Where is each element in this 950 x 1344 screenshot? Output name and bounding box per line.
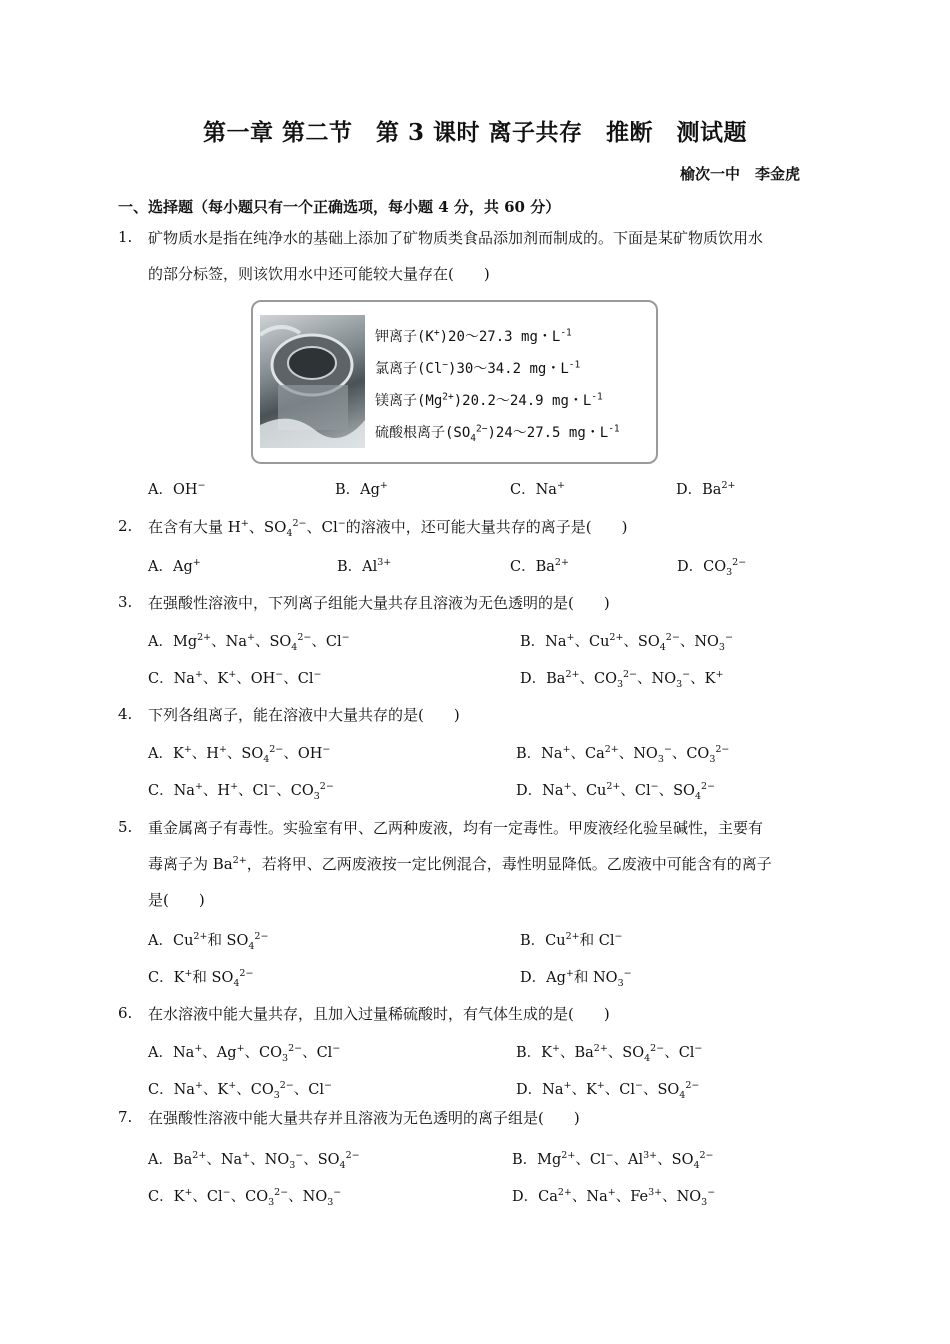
- q7-option-b: B．$Mg^{2+}$、Cl−、$Al^{3+}$、$SO_4^{2-}$: [512, 1150, 714, 1171]
- question-2-number: 2.: [118, 517, 133, 535]
- q7-option-d: D．$Ca^{2+}$、Na+、$Fe^{3+}$、$NO_3^-$: [512, 1187, 716, 1208]
- q4-option-a: A．K+、H+、$SO_4^{2-}$、OH−: [148, 744, 331, 765]
- q3-option-d: D．$Ba^{2+}$、$CO_3^{2-}$、$NO_3^-$、K+: [520, 669, 724, 690]
- q3-option-b: B．Na+、$Cu^{2+}$、$SO_4^{2-}$、$NO_3^-$: [520, 632, 733, 653]
- question-4-text: 下列各组离子，能在溶液中大量共存的是( ): [148, 706, 460, 724]
- q7-option-c: C．K+、Cl−、$CO_3^{2-}$、$NO_3^-$: [148, 1187, 342, 1208]
- q3-option-a: A．$Mg^{2+}$、Na+、$SO_4^{2-}$、Cl−: [148, 632, 350, 653]
- q2-option-a: A．Ag+: [148, 557, 201, 575]
- q6-option-a: A．Na+、Ag+、$CO_3^{2-}$、Cl−: [148, 1043, 341, 1064]
- label-potassium: 钾离子(K+)20～27.3 mg・$L^{-1}$: [375, 327, 572, 345]
- question-3-number: 3.: [118, 593, 133, 611]
- q4-option-c: C．Na+、H+、Cl−、$CO_3^{2-}$: [148, 781, 334, 802]
- question-1-line-2: 的部分标签，则该饮用水中还可能较大量存在( ): [148, 265, 490, 283]
- q5-option-b: B．$Cu^{2+}$和 Cl−: [520, 931, 623, 949]
- q3-option-c: C．Na+、K+、OH−、Cl−: [148, 669, 322, 687]
- question-3-text: 在强酸性溶液中，下列离子组能大量共存且溶液为无色透明的是( ): [148, 594, 610, 612]
- q2-option-c: C．$Ba^{2+}$: [510, 557, 569, 575]
- question-1-line-1: 矿物质水是指在纯净水的基础上添加了矿物质类食品添加剂而制成的。下面是某矿物质饮用水: [148, 229, 764, 247]
- question-6-number: 6.: [118, 1004, 133, 1022]
- page-title: 第一章 第二节 第 3 课时 离子共存 推断 测试题: [202, 119, 748, 146]
- label-sulfate: 硫酸根离子$(SO_4^{2-})24\sim 27.5$ mg・$L^{-1}$: [375, 423, 620, 444]
- author: 榆次一中 李金虎: [679, 165, 800, 183]
- question-1-number: 1.: [118, 228, 133, 246]
- q6-option-c: C．Na+、K+、$CO_3^{2-}$、Cl−: [148, 1080, 332, 1101]
- question-2-text: 在含有大量 H+、$SO_4^{2-}$、Cl−的溶液中，还可能大量共存的离子是( ): [148, 518, 628, 539]
- mineral-water-label: [251, 300, 658, 464]
- q1-option-a: A．OH−: [148, 480, 206, 498]
- q2-option-b: B．$Al^{3+}$: [337, 557, 392, 575]
- label-chloride: 氯离子(Cl−)30～34.2 mg・$L^{-1}$: [375, 359, 581, 377]
- q7-option-a: A．$Ba^{2+}$、Na+、$NO_3^-$、$SO_4^{2-}$: [148, 1150, 360, 1171]
- question-5-line-3: 是( ): [148, 891, 205, 909]
- question-5-text: [148, 810, 840, 918]
- water-bottle-image: [260, 315, 365, 448]
- question-7-number: 7.: [118, 1108, 133, 1126]
- q5-option-c: C．K+和 $SO_4^{2-}$: [148, 968, 254, 989]
- question-1-text: [148, 220, 840, 292]
- q6-option-b: B．K+、$Ba^{2+}$、$SO_4^{2-}$、Cl−: [516, 1043, 703, 1064]
- label-magnesium: 镁离子$(Mg^{2+})20.2\sim 24.9$ mg・$L^{-1}$: [375, 391, 603, 409]
- q1-option-b: B．Ag+: [335, 480, 388, 498]
- question-5-line-1: 重金属离子有毒性。实验室有甲、乙两种废液，均有一定毒性。甲废液经化验呈碱性，主要有: [148, 819, 764, 837]
- q4-option-b: B．Na+、$Ca^{2+}$、$NO_3^-$、$CO_3^{2-}$: [516, 744, 730, 765]
- q4-option-d: D．Na+、$Cu^{2+}$、Cl−、$SO_4^{2-}$: [516, 781, 715, 802]
- q2-option-d: D．$CO_3^{2-}$: [677, 557, 747, 578]
- q1-option-d: D．$Ba^{2+}$: [676, 480, 736, 498]
- question-6-text: 在水溶液中能大量共存，且加入过量稀硫酸时，有气体生成的是( ): [148, 1005, 610, 1023]
- q5-option-a: A．$Cu^{2+}$和 $SO_4^{2-}$: [148, 931, 269, 952]
- question-4-number: 4.: [118, 705, 133, 723]
- q5-option-d: D．Ag+和 $NO_3^-$: [520, 968, 632, 989]
- q1-option-c: C．Na+: [510, 480, 565, 498]
- q6-option-d: D．Na+、K+、Cl−、$SO_4^{2-}$: [516, 1080, 700, 1101]
- question-5-line-2: 毒离子为 $Ba^{2+}$，若将甲、乙两废液按一定比例混合，毒性明显降低。乙废液中可能含有的离子: [148, 855, 772, 873]
- section-heading: 一、选择题（每小题只有一个正确选项，每小题 4 分，共 60 分）: [118, 198, 561, 216]
- question-5-number: 5.: [118, 818, 133, 836]
- question-7-text: 在强酸性溶液中能大量共存并且溶液为无色透明的离子组是( ): [148, 1109, 580, 1127]
